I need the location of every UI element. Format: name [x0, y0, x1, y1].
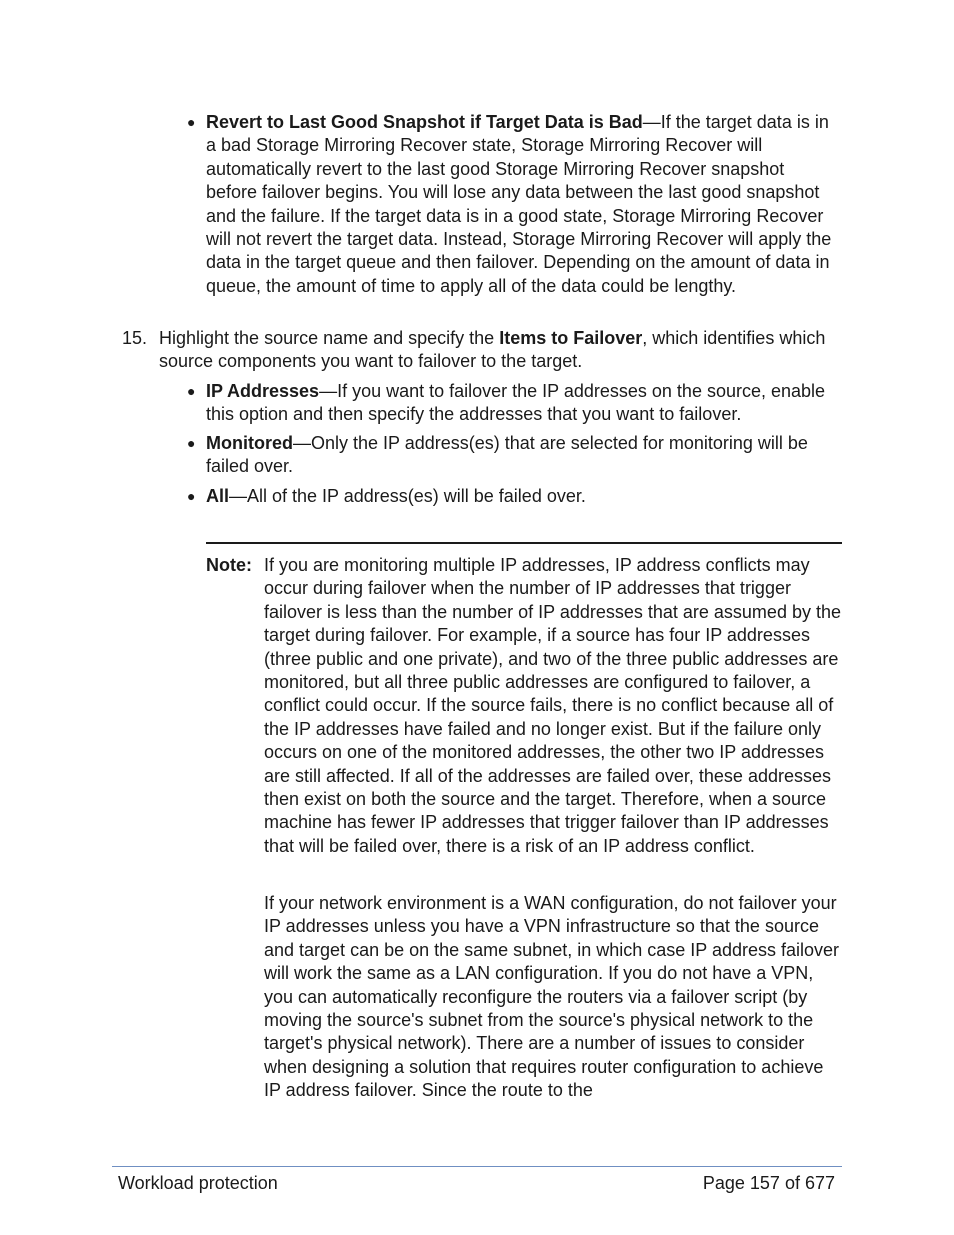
option-description: —If the target data is in a bad Storage Mirroring Recover state, Storage Mirroring Recover will automatically revert to the last good Storage Mirroring Recover snapshot before failover begins. You will lose any data between the last good snapshot and the failure. If the target data is in a good state, Storage Mirroring Recover will not revert the target data. Instead, Storage Mirroring Recover will apply the data in the target queue and then failover. Depending on the amount of data in queue, the amount of time to apply all of the data could be lengthy.	[206, 112, 832, 296]
list-item	[187, 432, 838, 479]
step-text-after: , which identifies which source components you want to failover to the target.	[159, 328, 826, 372]
step-text	[159, 327, 839, 374]
note-paragraph: If your network environment is a WAN configuration, do not failover your IP addresses unless you have a VPN infrastructure so that the source and target can be on the same subnet, in which case IP address failover will work the same as a LAN configuration. If you do not have a VPN, you can automatically reconfigure the routers via a failover script (by moving the source's subnet from the source's physical network to the target's physical network). There are a number of issues to consider when designing a solution that requires router configuration to achieve IP address failover. Since the route to the	[264, 893, 840, 1101]
option-description: —All of the IP address(es) will be failed over.	[229, 486, 586, 506]
bullet-icon: ●	[187, 383, 196, 399]
option-term: Monitored	[206, 433, 293, 453]
list-item	[187, 380, 838, 427]
footer-section-title: Workload protection	[118, 1173, 278, 1193]
option-term: Revert to Last Good Snapshot if Target Data is Bad	[206, 112, 643, 132]
option-description: —If you want to failover the IP addresses on the source, enable this option and then specify the addresses that you want to failover.	[206, 381, 826, 425]
step-text-before: Highlight the source name and specify the	[159, 328, 500, 348]
option-term: IP Addresses	[206, 381, 320, 401]
option-description: —Only the IP address(es) that are selected for monitoring will be failed over.	[206, 433, 808, 477]
bullet-icon: ●	[187, 114, 196, 130]
note-label: Note:	[206, 555, 252, 575]
option-term: All	[206, 486, 230, 506]
step-number: 15.	[122, 328, 148, 348]
note-divider	[206, 542, 842, 544]
bullet-icon: ●	[187, 488, 196, 504]
step-term: Items to Failover	[499, 328, 643, 348]
note-paragraph: If you are monitoring multiple IP addresses, IP address conflicts may occur during failover when the number of IP addresses that trigger failover is less than the number of IP addresses that are assumed by the target during failover. For example, if a source has four IP addresses (three public and one private), and two of the three public addresses are monitored, but all three public addresses are configured to failover, a conflict could occur. If the source fails, there is no conflict because all of the IP addresses have failed and no longer exist. But if the failure only occurs on one of the monitored addresses, the other two IP addresses are still affected. If all of the addresses are failed over, these addresses then exist on both the source and the target. Therefore, when a source machine has fewer IP addresses that trigger failover than IP addresses that will be failed over, there is a risk of an IP address conflict.	[264, 555, 841, 856]
footer-divider	[112, 1166, 842, 1167]
bullet-icon: ●	[187, 435, 196, 451]
list-item	[187, 485, 838, 508]
footer-page-number: Page 157 of 677	[702, 1173, 835, 1193]
list-item	[187, 111, 838, 298]
